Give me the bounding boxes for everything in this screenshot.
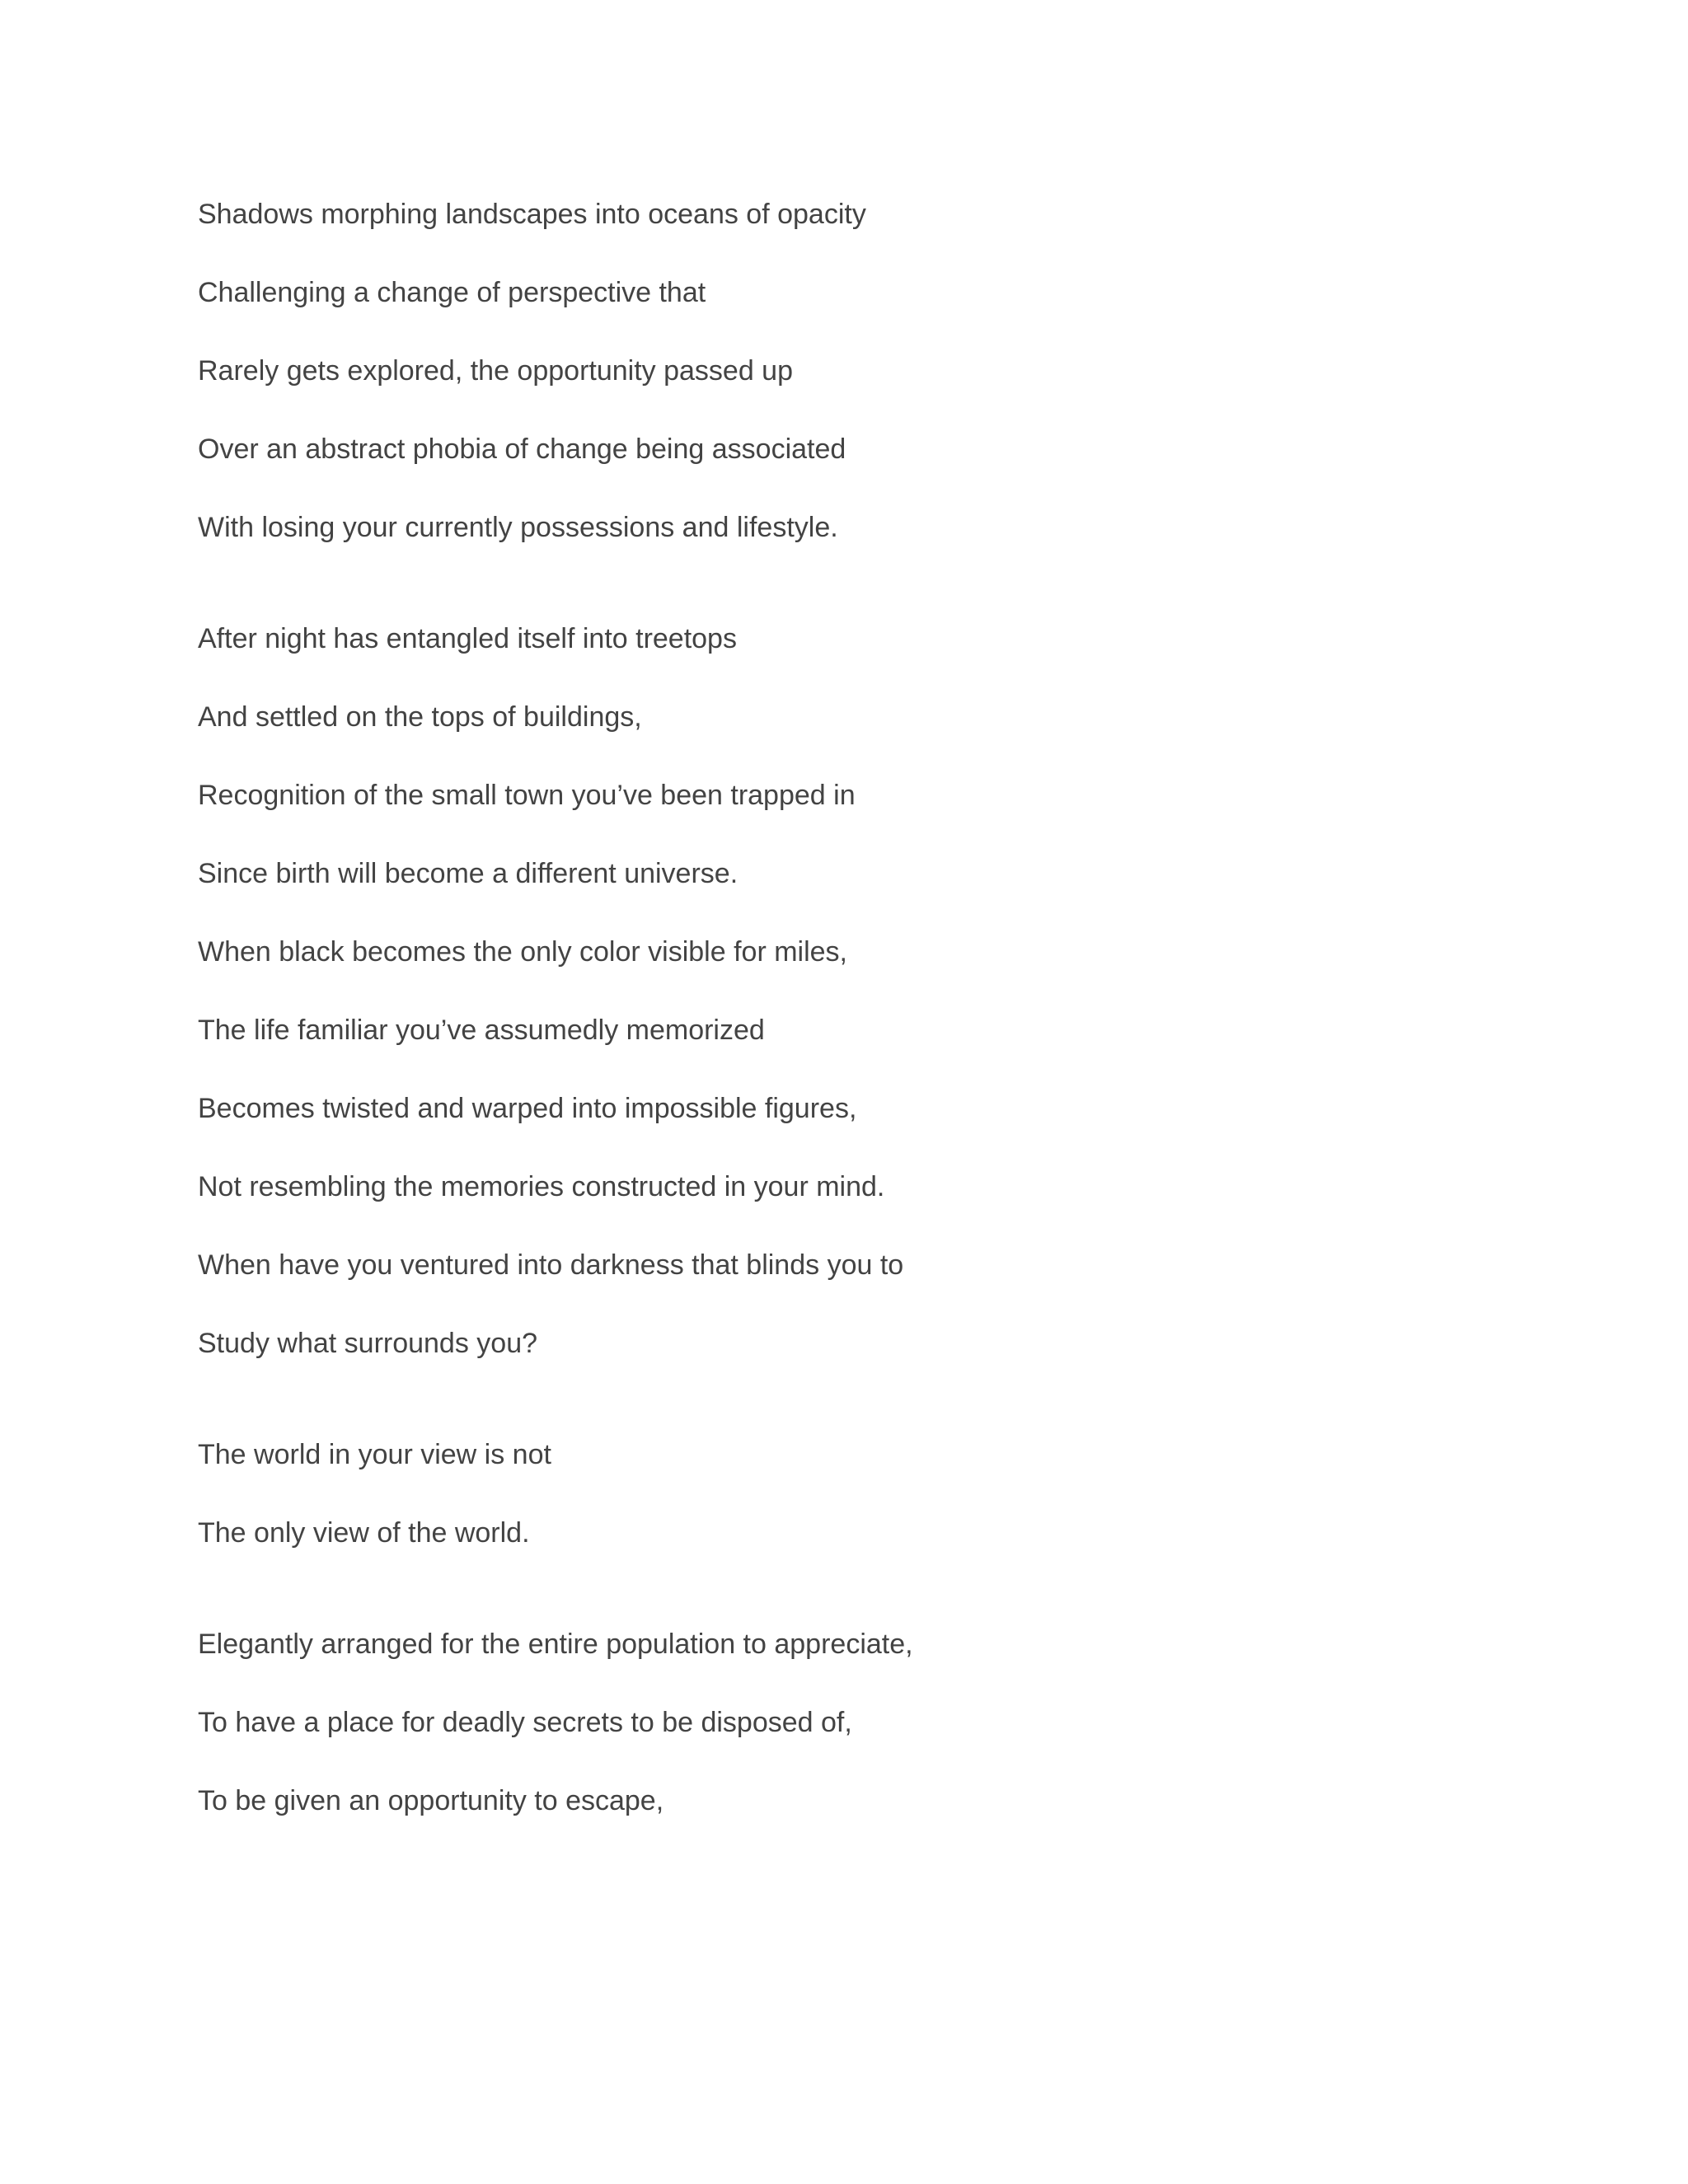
- stanza-1: [198, 198, 1517, 544]
- stanza-3: [198, 1438, 1517, 1549]
- poem-line: To be given an opportunity to escape,: [198, 1785, 664, 1816]
- poem-line: After night has entangled itself into treetops: [198, 623, 737, 654]
- poem-line: Since birth will become a different universe.: [198, 858, 738, 889]
- poem-line: Not resembling the memories constructed in your mind.: [198, 1171, 885, 1202]
- poem-line: The life familiar you’ve assumedly memorized: [198, 1015, 765, 1046]
- poem-line: And settled on the tops of buildings,: [198, 701, 642, 733]
- stanza-2: [198, 622, 1517, 1360]
- poem-line: When have you ventured into darkness that blinds you to: [198, 1249, 904, 1281]
- poem-body: [198, 198, 1517, 1817]
- poem-line: With losing your currently possessions and lifestyle.: [198, 512, 838, 543]
- poem-line: Becomes twisted and warped into impossible figures,: [198, 1093, 857, 1124]
- poem-line: When black becomes the only color visible for miles,: [198, 936, 847, 968]
- poem-line: Elegantly arranged for the entire population to appreciate,: [198, 1629, 913, 1660]
- poem-line: The world in your view is not: [198, 1439, 551, 1470]
- poem-line: Rarely gets explored, the opportunity passed up: [198, 355, 794, 387]
- poem-line: Challenging a change of perspective that: [198, 277, 706, 308]
- stanza-4: [198, 1628, 1517, 1817]
- poem-line: Shadows morphing landscapes into oceans of opacity: [198, 199, 866, 230]
- poem-line: The only view of the world.: [198, 1517, 530, 1549]
- poem-line: To have a place for deadly secrets to be disposed of,: [198, 1707, 852, 1738]
- poem-line: Recognition of the small town you’ve been trapped in: [198, 780, 856, 811]
- poem-line: Study what surrounds you?: [198, 1328, 538, 1359]
- poem-line: Over an abstract phobia of change being associated: [198, 434, 846, 465]
